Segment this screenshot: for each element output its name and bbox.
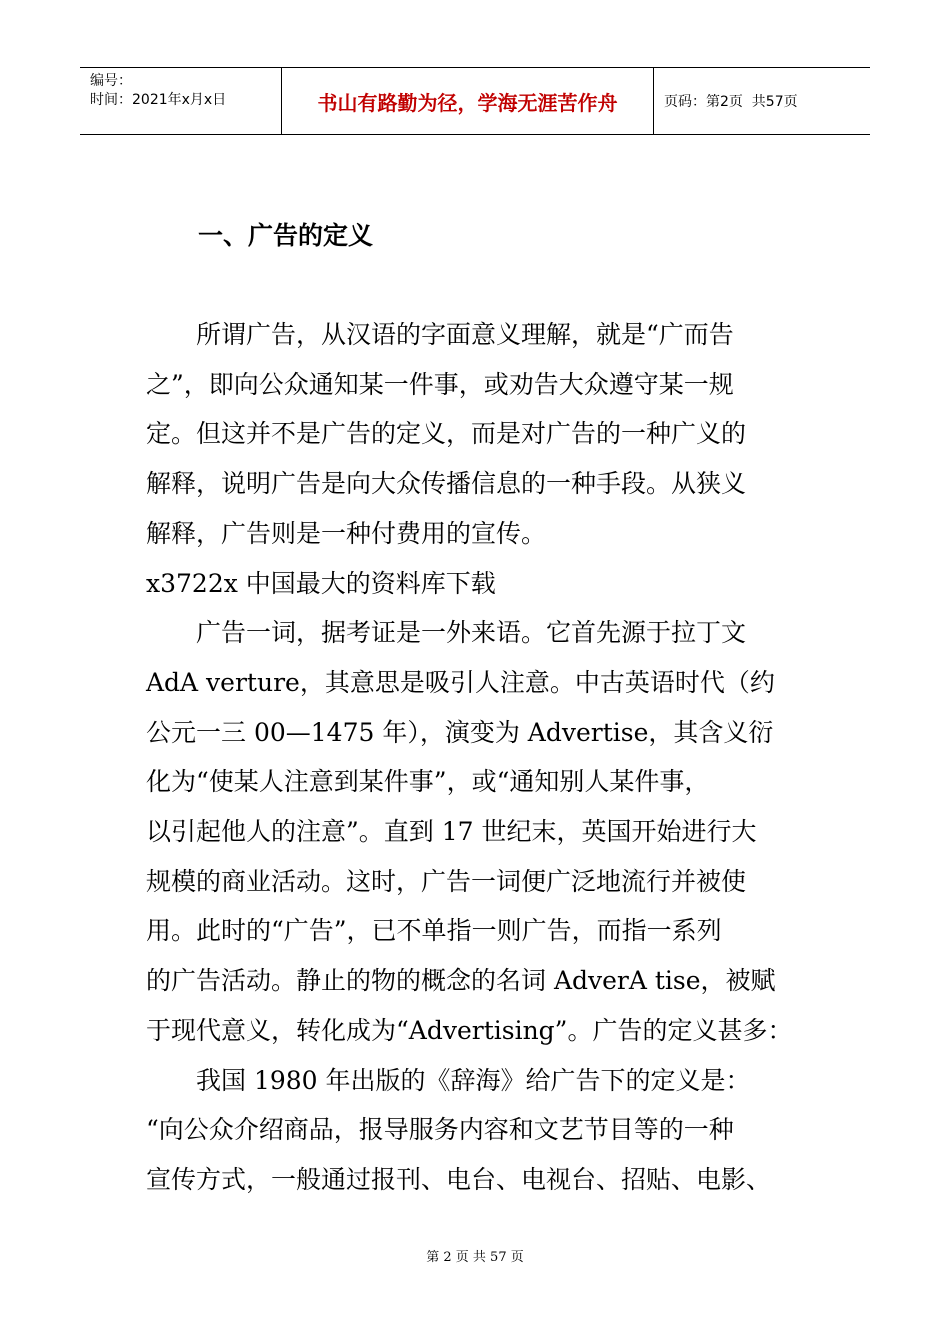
header-right-cell [654,68,870,134]
text-line: 化为“使某人注意到某件事”，或“通知别人某件事， [146,767,710,797]
text-line: 广告一词，据考证是一外来语。它首先源于拉丁文 [146,618,747,648]
text-line: 解释，广告则是一种付费用的宣传。 [146,518,547,548]
header-table [80,67,870,135]
text-line: 以引起他人的注意”。直到 17 世纪末，英国开始进行大 [146,817,757,847]
section-heading: 一、广告的定义 [198,221,374,250]
text-line: 规模的商业活动。这时，广告一词便广泛地流行并被使 [146,866,747,896]
page-footer: 第 2 页 共 57 页 [426,1250,524,1265]
time-label: 时间：2021年x月x日 [90,92,227,108]
header-middle-cell [282,68,654,134]
code-label: 编号： [90,73,132,89]
text-line: 用。此时的“广告”，已不单指一则广告，而指一系列 [146,916,722,946]
text-line: 公元一三 00—1475 年），演变为 Advertise，其含义衍 [146,717,774,747]
text-line: 的广告活动。静止的物的概念的名词 AdverA tise，被赋 [146,966,776,996]
text-line: x3722x 中国最大的资料库下载 [146,568,496,598]
text-line: “向公众介绍商品，报导服务内容和文艺节目等的一种 [146,1115,734,1145]
text-line: 宣传方式，一般通过报刊、电台、电视台、招贴、电影、 [146,1164,772,1194]
text-line: 于现代意义，转化成为“Advertising”。广告的定义甚多： [146,1015,793,1045]
text-line: 我国 1980 年出版的《辞海》给广告下的定义是： [146,1065,751,1095]
header-left-cell [80,68,282,134]
text-line: 之”，即向公众通知某一件事，或劝告大众遵守某一规 [146,369,734,399]
text-line: 解释，说明广告是向大众传播信息的一种手段。从狭义 [146,469,747,499]
text-line: 定。但这并不是广告的定义，而是对广告的一种广义的 [146,419,747,449]
text-line: AdA verture，其意思是吸引人注意。中古英语时代（约 [146,667,775,697]
text-line: 所谓广告，从汉语的字面意义理解，就是“广而告 [146,320,734,349]
page-info: 页码：第2页 共57页 [664,94,798,110]
header-motto: 书山有路勤为径，学海无涯苦作舟 [317,90,618,115]
body-text [146,310,806,1205]
